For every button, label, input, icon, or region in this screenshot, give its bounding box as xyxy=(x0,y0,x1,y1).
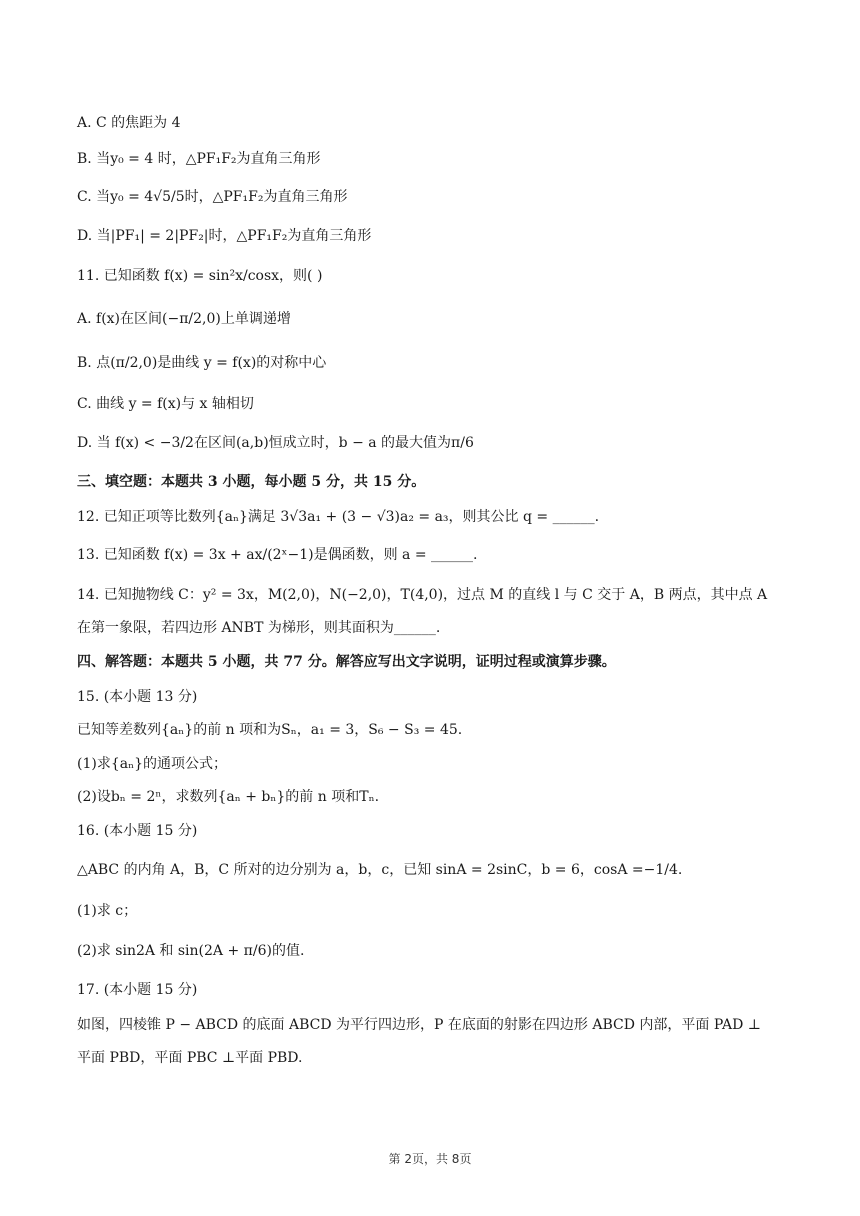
q17-line2: 平面 PBD，平面 PBC ⊥平面 PBD. xyxy=(77,1050,303,1066)
q15-stem: 已知等差数列{aₙ}的前 n 项和为Sₙ，a₁ = 3，S₆ − S₃ = 45. xyxy=(77,722,463,738)
q10-option-c: C. 当y₀ = 4√5/5时，△PF₁F₂为直角三角形 xyxy=(77,189,348,205)
q17-line1: 如图，四棱锥 P − ABCD 的底面 ABCD 为平行四边形，P 在底面的射影在四边形 ABCD 内部，平面 PAD ⊥ xyxy=(77,1017,761,1033)
section4-heading: 四、解答题：本题共 5 小题，共 77 分。解答应写出文字说明，证明过程或演算步骤。 xyxy=(77,654,616,670)
q14-line1: 14. 已知抛物线 C：y² = 3x，M(2,0)，N(−2,0)，T(4,0)，过点 M 的直线 l 与 C 交于 A，B 两点，其中点 A xyxy=(77,587,768,603)
page-footer: 第 2页，共 8页 xyxy=(388,1152,472,1166)
q11-option-d: D. 当 f(x) < −3/2在区间(a,b)恒成立时，b − a 的最大值为π/6 xyxy=(77,435,474,451)
q17-title: 17. (本小题 15 分) xyxy=(77,982,198,998)
q11-option-c: C. 曲线 y = f(x)与 x 轴相切 xyxy=(77,396,254,412)
q14-line2: 在第一象限，若四边形 ANBT 为梯形，则其面积为______. xyxy=(77,620,441,636)
q11-option-a: A. f(x)在区间(−π/2,0)上单调递增 xyxy=(77,311,291,327)
q16-part2: (2)求 sin2A 和 sin(2A + π/6)的值. xyxy=(77,943,305,959)
q12: 12. 已知正项等比数列{aₙ}满足 3√3a₁ + (3 − √3)a₂ = a₃，则其公比 q = ______. xyxy=(77,509,600,525)
q15-part1: (1)求{aₙ}的通项公式； xyxy=(77,756,228,772)
q13: 13. 已知函数 f(x) = 3x + ax/(2ˣ−1)是偶函数，则 a = ______. xyxy=(77,547,478,563)
q16-part1: (1)求 c； xyxy=(77,903,138,919)
q10-option-b: B. 当y₀ = 4 时，△PF₁F₂为直角三角形 xyxy=(77,151,321,167)
q16-stem: △ABC 的内角 A，B，C 所对的边分别为 a，b，c，已知 sinA = 2sinC，b = 6，cosA =−1/4. xyxy=(77,862,683,878)
q15-part2: (2)设bₙ = 2ⁿ，求数列{aₙ + bₙ}的前 n 项和Tₙ. xyxy=(77,789,380,805)
q10-option-a: A. C 的焦距为 4 xyxy=(77,115,181,131)
q11-stem: 11. 已知函数 f(x) = sin²x/cosx，则( ) xyxy=(77,268,323,284)
q16-title: 16. (本小题 15 分) xyxy=(77,823,198,839)
section3-heading: 三、填空题：本题共 3 小题，每小题 5 分，共 15 分。 xyxy=(77,474,426,490)
q10-option-d: D. 当|PF₁| = 2|PF₂|时，△PF₁F₂为直角三角形 xyxy=(77,228,372,244)
q11-option-b: B. 点(π/2,0)是曲线 y = f(x)的对称中心 xyxy=(77,355,327,371)
q15-title: 15. (本小题 13 分) xyxy=(77,689,198,705)
